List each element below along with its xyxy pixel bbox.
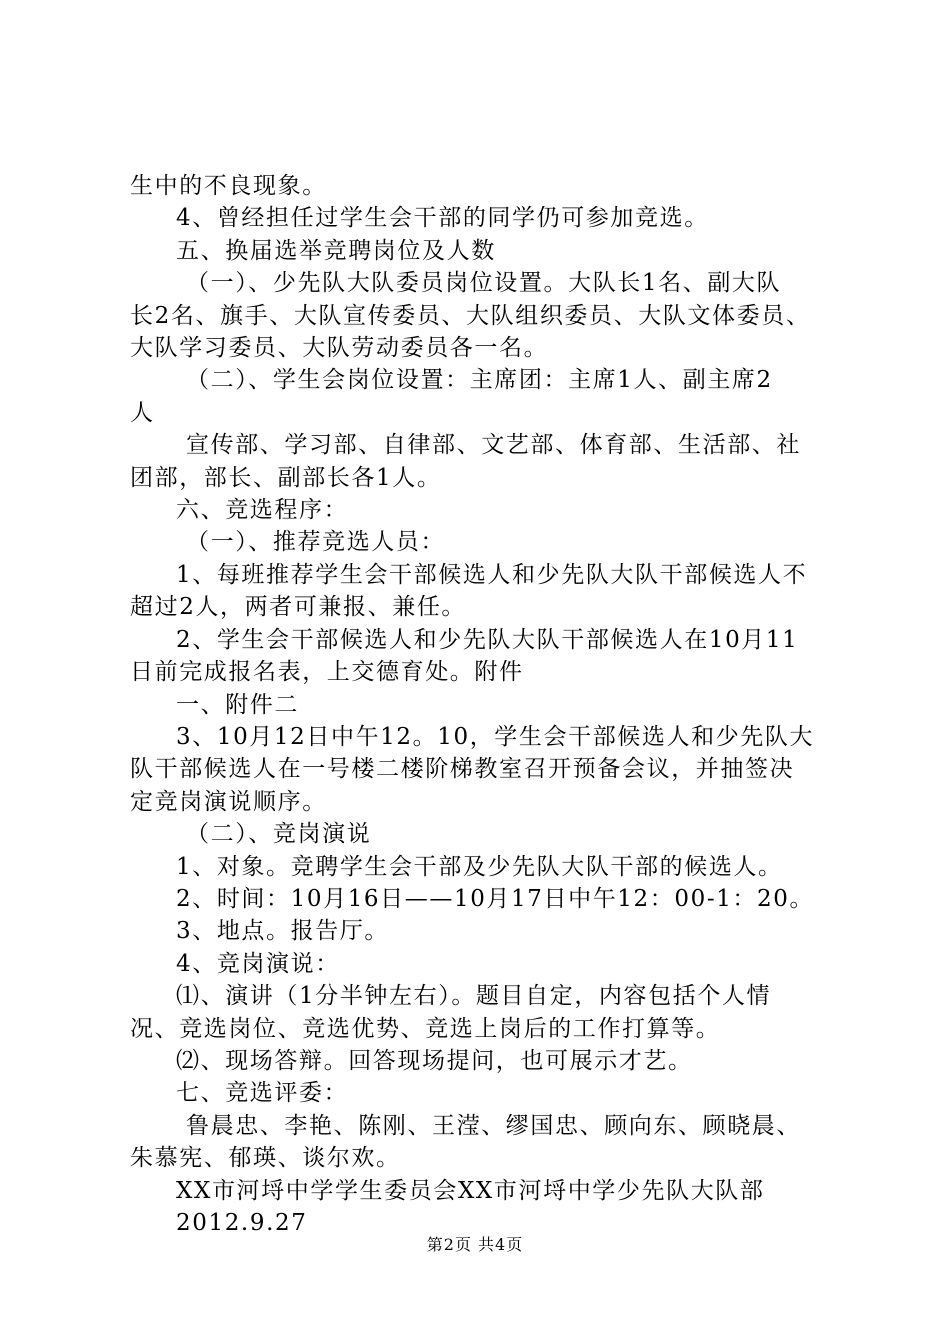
text-line: 4、曾经担任过学生会干部的同学仍可参加竞选。 xyxy=(176,205,709,232)
text-line: 生中的不良现象。 xyxy=(130,173,327,199)
signature-line: XX市河埒中学学生委员会XX市河埒中学少先队大队部 xyxy=(176,1177,765,1204)
text-line: （二）、竞岗演说 xyxy=(186,821,372,848)
text-line: 团部，部长、副部长各1人。 xyxy=(130,464,442,491)
text-line: 队干部候选人在一号楼二楼阶梯教室召开预备会议，并抽签决 xyxy=(130,756,795,783)
page-footer: 第2页 共4页 xyxy=(426,1235,524,1254)
text-line: 长2名、旗手、大队宣传委员、大队组织委员、大队文体委员、 xyxy=(130,302,811,329)
section-heading: 七、竞选评委： xyxy=(176,1080,349,1107)
text-line: 日前完成报名表，上交德育处。附件 xyxy=(130,659,524,686)
text-line: ⑴、演讲（1分半钟左右）。题目自定，内容包括个人情 xyxy=(176,983,772,1010)
document-body xyxy=(130,170,830,1239)
text-line: 朱慕宪、郁瑛、谈尔欢。 xyxy=(130,1145,401,1172)
text-line: 大队学习委员、大队劳动委员各一名。 xyxy=(130,335,549,362)
text-line: 定竞岗演说顺序。 xyxy=(130,788,327,815)
text-line: 3、地点。报告厅。 xyxy=(176,918,390,945)
text-line: 宣传部、学习部、自律部、文艺部、体育部、生活部、社 xyxy=(186,432,801,459)
date-line: 2012.9.27 xyxy=(176,1210,308,1236)
text-line: （二）、学生会岗位设置：主席团：主席1人、副主席2 xyxy=(186,367,773,394)
text-line: 1、每班推荐学生会干部候选人和少先队大队干部候选人不 xyxy=(176,561,808,588)
text-line: 超过2人，两者可兼报、兼任。 xyxy=(130,594,467,621)
text-line: ⑵、现场答辩。回答现场提问，也可展示才艺。 xyxy=(176,1047,693,1074)
text-line: （一）、少先队大队委员岗位设置。大队长1名、副大队 xyxy=(186,270,782,297)
text-line: 2、学生会干部候选人和少先队大队干部候选人在10月11 xyxy=(176,626,799,653)
text-line: 2、时间：10月16日——10月17日中午12：00-1：20。 xyxy=(176,885,815,912)
text-line: （一）、推荐竞选人员： xyxy=(186,529,446,556)
text-line: 人 xyxy=(130,399,155,426)
text-line: 况、竞选岗位、竞选优势、竞选上岗后的工作打算等。 xyxy=(130,1015,721,1042)
text-line: 3、10月12日中午12。10，学生会干部候选人和少先队大 xyxy=(176,723,815,750)
section-heading: 五、换届选举竞聘岗位及人数 xyxy=(176,237,496,264)
section-heading: 六、竞选程序： xyxy=(176,497,349,524)
text-line: 一、附件二 xyxy=(176,691,299,718)
text-line: 1、对象。竞聘学生会干部及少先队大队干部的候选人。 xyxy=(176,853,783,880)
text-line: 鲁晨忠、李艳、陈刚、王滢、缪国忠、顾向东、顾晓晨、 xyxy=(186,1112,801,1139)
text-line: 4、竞岗演说： xyxy=(176,950,340,977)
